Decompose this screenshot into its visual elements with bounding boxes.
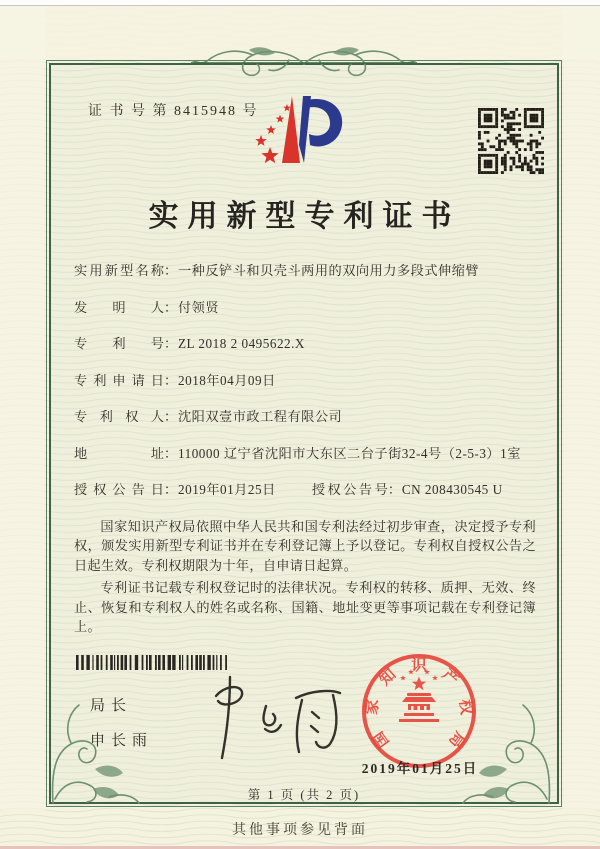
field-row-filing-date — [74, 371, 536, 391]
right-margin — [563, 0, 600, 810]
field-grant-no — [312, 480, 503, 500]
field-value: 2019年01月25日 — [178, 482, 276, 497]
field-row-patent-no — [74, 334, 536, 354]
field-row-name — [74, 261, 536, 281]
field-label: 发明人 — [74, 299, 164, 315]
qr-code-icon — [478, 108, 544, 174]
field-label: 专利权人 — [74, 409, 164, 424]
field-row-address — [74, 444, 536, 464]
cnipa-logo-icon — [250, 93, 346, 177]
director-title: 局长 — [90, 698, 133, 714]
svg-text:知: 知 — [376, 665, 400, 689]
director-name: 申长雨 — [90, 733, 154, 749]
field-row-inventor — [74, 298, 536, 318]
colon: ： — [164, 482, 178, 497]
field-value: 付领贤 — [178, 299, 220, 315]
field-value: 2018年04月09日 — [178, 372, 276, 388]
colon: ： — [164, 409, 178, 424]
director-signature-icon — [196, 672, 346, 764]
legal-paragraph: 专利证书记载专利权登记时的法律状况。专利权的转移、质押、无效、终止、恢复和专利权人的姓名或名称、国籍、地址变更等事项记载在专利登记簿上。 — [74, 580, 536, 634]
svg-text:识: 识 — [411, 657, 427, 674]
scan-edge-top — [0, 0, 600, 6]
field-label: 专利号 — [74, 336, 164, 351]
field-value: ZL 2018 2 0495622.X — [178, 336, 305, 351]
field-value: 沈阳双壹市政工程有限公司 — [178, 409, 343, 424]
seal-date: 2019年01月25日 — [361, 761, 479, 776]
field-row-patentee — [74, 407, 536, 427]
certificate-title: 实用新型专利证书 — [148, 200, 461, 233]
top-center-flourish-icon — [191, 46, 417, 82]
barcode-icon — [76, 655, 230, 670]
svg-text:局: 局 — [445, 728, 469, 751]
field-label: 地址 — [74, 445, 164, 461]
svg-text:家: 家 — [363, 698, 382, 716]
certificate-body — [74, 261, 536, 640]
legal-paragraphs — [74, 517, 536, 637]
field-label: 专利申请日 — [74, 372, 164, 388]
colon: ： — [164, 299, 178, 315]
svg-text:国: 国 — [369, 728, 393, 751]
colon: ： — [164, 336, 178, 351]
certificate-number: 证 书 号 第 8415948 号 — [88, 104, 259, 119]
colon: ： — [387, 482, 401, 497]
legal-paragraph: 国家知识产权局依照中华人民共和国专利法经过初步审查，决定授予专利权，颁发实用新型专利证书并在专利登记簿上予以登记。专利权自授权公告之日起生效。专利权期限为十年，自申请日起算。 — [74, 518, 536, 573]
left-margin — [0, 0, 45, 810]
colon: ： — [164, 372, 178, 388]
field-value: 一种反铲斗和贝壳斗两用的双向用力多段式伸缩臂 — [178, 263, 480, 278]
field-row-grant-date — [74, 480, 536, 500]
colon: ： — [164, 445, 178, 461]
svg-text:产: 产 — [438, 665, 462, 689]
page-number: 第 1 页 (共 2 页) — [247, 788, 361, 802]
field-label: 授权公告日 — [74, 482, 164, 497]
back-side-note: 其他事项参见背面 — [232, 823, 368, 838]
field-value: CN 208430545 U — [401, 482, 503, 497]
colon: ： — [164, 263, 178, 278]
field-label: 授权公告号 — [311, 482, 388, 497]
signer-block — [90, 694, 153, 764]
svg-text:权: 权 — [456, 698, 475, 716]
field-label: 实用新型名称 — [74, 263, 164, 278]
field-value: 110000 辽宁省沈阳市大东区二台子街32-4号（2-5-3）1室 — [178, 445, 521, 461]
